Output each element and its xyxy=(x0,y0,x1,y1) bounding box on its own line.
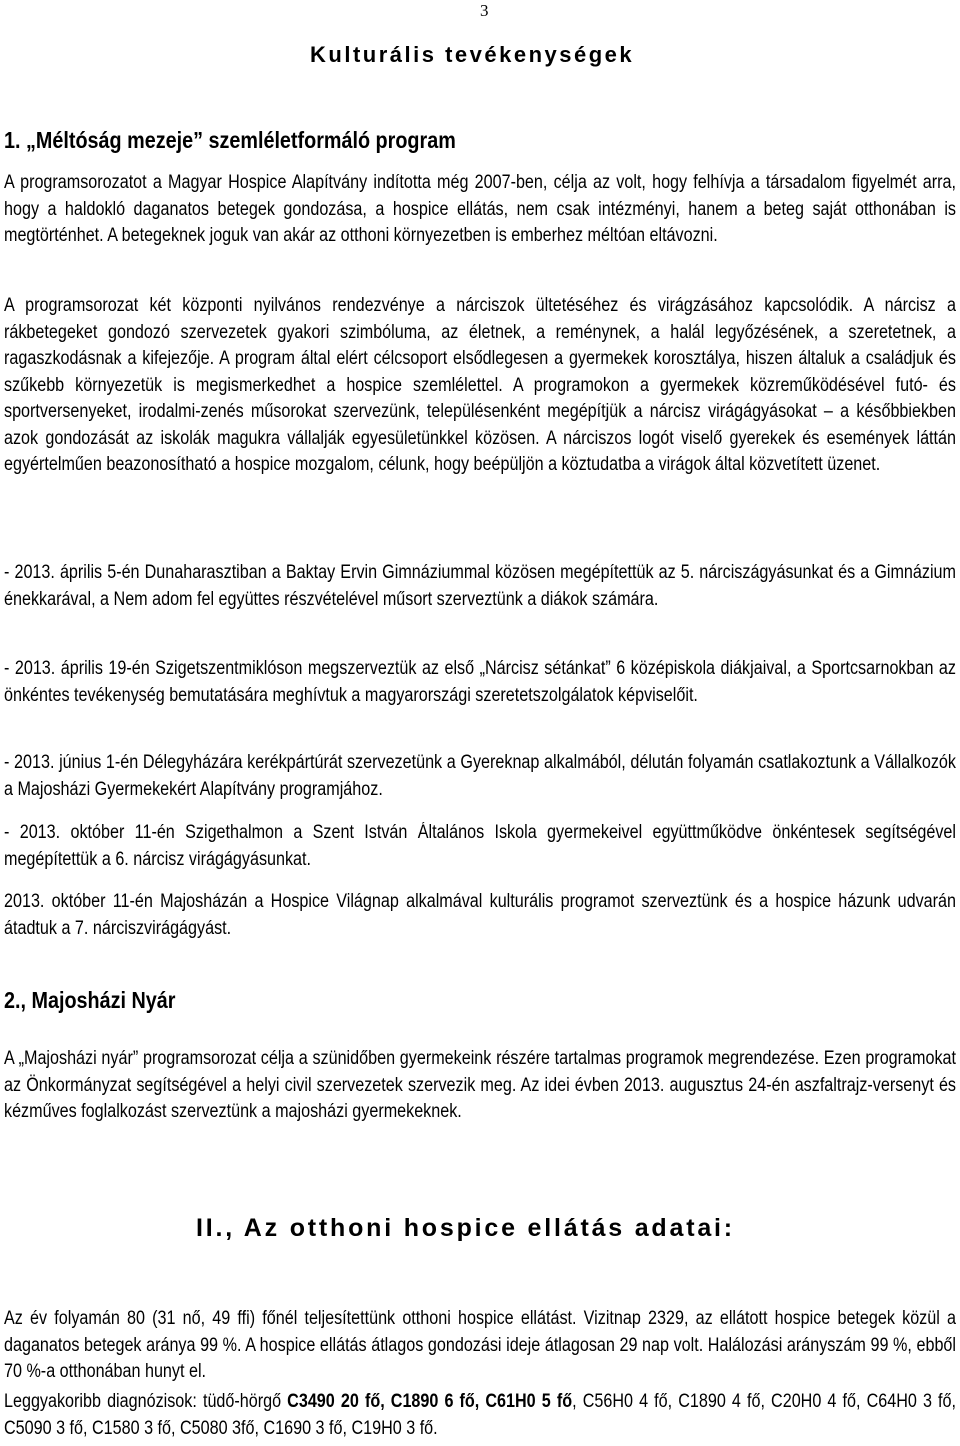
section-2-paragraph xyxy=(4,1046,956,1126)
event-delegyhaza xyxy=(4,750,956,803)
section-ii-stats-text: Az év folyamán 80 (31 nő, 49 ffi) főnél teljesítettünk otthoni hospice ellátást. Vizitnap 2329, az ellátott hospice betegek közül a daganatos betegek aránya 99 %. A hospice ellátás átlagos gondozási ideje átlagosan 29 nap volt. Halálozási arányszám 99 %, ebből 70 %-a otthonában hunyt el. xyxy=(4,1308,956,1382)
page-number: 3 xyxy=(480,1,489,20)
heading-cultural-activities: Kulturális tevékenységek xyxy=(310,42,635,67)
section-1-title: 1. „Méltóság mezeje” szemléletformáló program xyxy=(4,127,456,153)
event-majoshaza xyxy=(4,889,956,942)
event-dunaharaszti-text: - 2013. április 5-én Dunaharasztiban a Baktay Ervin Gimnáziummal közösen megépítettük az 5. nárciszágyásunkat és a Gimnázium énekkarával, a Nem adom fel együttes részvételével műsort szerveztünk a diákok számára. xyxy=(4,562,956,610)
event-szigethalom xyxy=(4,820,956,873)
diagnoses-lead: Leggyakoribb diagnózisok: tüdő-hörgő xyxy=(4,1391,288,1412)
section-1-intro-text: A programsorozatot a Magyar Hospice Alapítvány indította még 2007-ben, célja az volt, hogy felhívja a társadalom figyelmét arra, hogy a haldokló daganatos betegek gondozása, a hospice ellátás, nem csak intézményi, hanem a beteg saját otthonában is megtörténhet. A betegeknek joguk van akár az otthoni környezetben is emberhez méltóan eltávozni. xyxy=(4,172,956,246)
document-page xyxy=(4,0,956,1446)
section-2-title: 2., Majosházi Nyár xyxy=(4,987,176,1013)
section-1-program-paragraph xyxy=(4,293,956,479)
section-ii-stats-paragraph xyxy=(4,1306,956,1386)
diagnoses-rest: , C56H0 4 fő, C1890 4 fő, C20H0 4 fő, C64H0 3 fő, C5090 3 fő, C1580 3 fő, C5080 3fő, C1690 3 fő, C19H0 3 fő. xyxy=(4,1391,956,1439)
section-1-program-text: A programsorozat két központi nyilvános rendezvénye a nárciszok ültetéséhez és virágzásához kapcsolódik. A nárcisz a rákbetegeket gondozó szervezetek gyakori szimbóluma, az életnek, a reménynek, a halál legyőzésének, a szeretetnek, a ragaszkodásnak a kifejezője. A program által elért célcsoport elsődlegesen a gyermekek korosztálya, hiszen általuk a családjuk és szűkebb környezetük is megismerkedhet a hospice szemlélettel. A programokon a gyermekek közreműködésével futó- és sportversenyeket, irodalmi-zenés műsorokat szervezünk, településenként megépítjük a nárcisz virágágyásokat – a későbbiekben azok gondozását az iskolák magukra vállalják egyesületünkkel közösen. A nárciszos logót viselő gyerekek és események láttán egyértelműen beazonosítható a hospice mozgalom, célunk, hogy beépüljön a köztudatba a virágok által közvetített üzenet. xyxy=(4,295,956,475)
event-delegyhaza-text: - 2013. június 1-én Délegyházára kerékpártúrát szervezetünk a Gyereknap alkalmából, délután folyamán csatlakoztunk a Vállalkozók a Majosházi Gyermekekért Alapítvány programjához. xyxy=(4,752,956,800)
event-dunaharaszti xyxy=(4,560,956,613)
event-szigetszentmiklos xyxy=(4,656,956,709)
event-szigethalom-text: - 2013. október 11-én Szigethalmon a Szent István Általános Iskola gyermekeivel együttműködve önkéntesek segítségével megépítettük a 6. nárcisz virágágyásunkat. xyxy=(4,822,956,870)
section-ii-diagnoses-text xyxy=(4,1389,956,1442)
section-2-text: A „Majosházi nyár” programsorozat célja a szünidőben gyermekeink részére tartalmas programok megrendezése. Ezen programokat az Önkormányzat segítségével a helyi civil szervezetek szervezik meg. Az idei évben 2013. augusztus 24-én aszfaltrajz-versenyt és kézműves foglalkozást szerveztünk a majosházi gyermekeknek. xyxy=(4,1048,956,1122)
section-ii-title: II., Az otthoni hospice ellátás adatai: xyxy=(196,1214,735,1242)
section-1-intro-paragraph xyxy=(4,170,956,250)
section-ii-diagnoses-paragraph xyxy=(4,1389,956,1442)
event-majoshaza-text: 2013. október 11-én Majosházán a Hospice Világnap alkalmával kulturális programot szerveztünk és a hospice házunk udvarán átadtuk a 7. nárciszvirágágyást. xyxy=(4,891,956,939)
diagnoses-bold: C3490 20 fő, C1890 6 fő, C61H0 5 fő xyxy=(287,1391,573,1412)
event-szigetszentmiklos-text: - 2013. április 19-én Szigetszentmiklóson megszerveztük az első „Nárcisz sétánkat” 6 középiskola diákjaival, a Sportcsarnokban az önkéntes tevékenység bemutatására meghívtuk a magyarországi szeretetszolgálatok képviselőit. xyxy=(4,658,956,706)
